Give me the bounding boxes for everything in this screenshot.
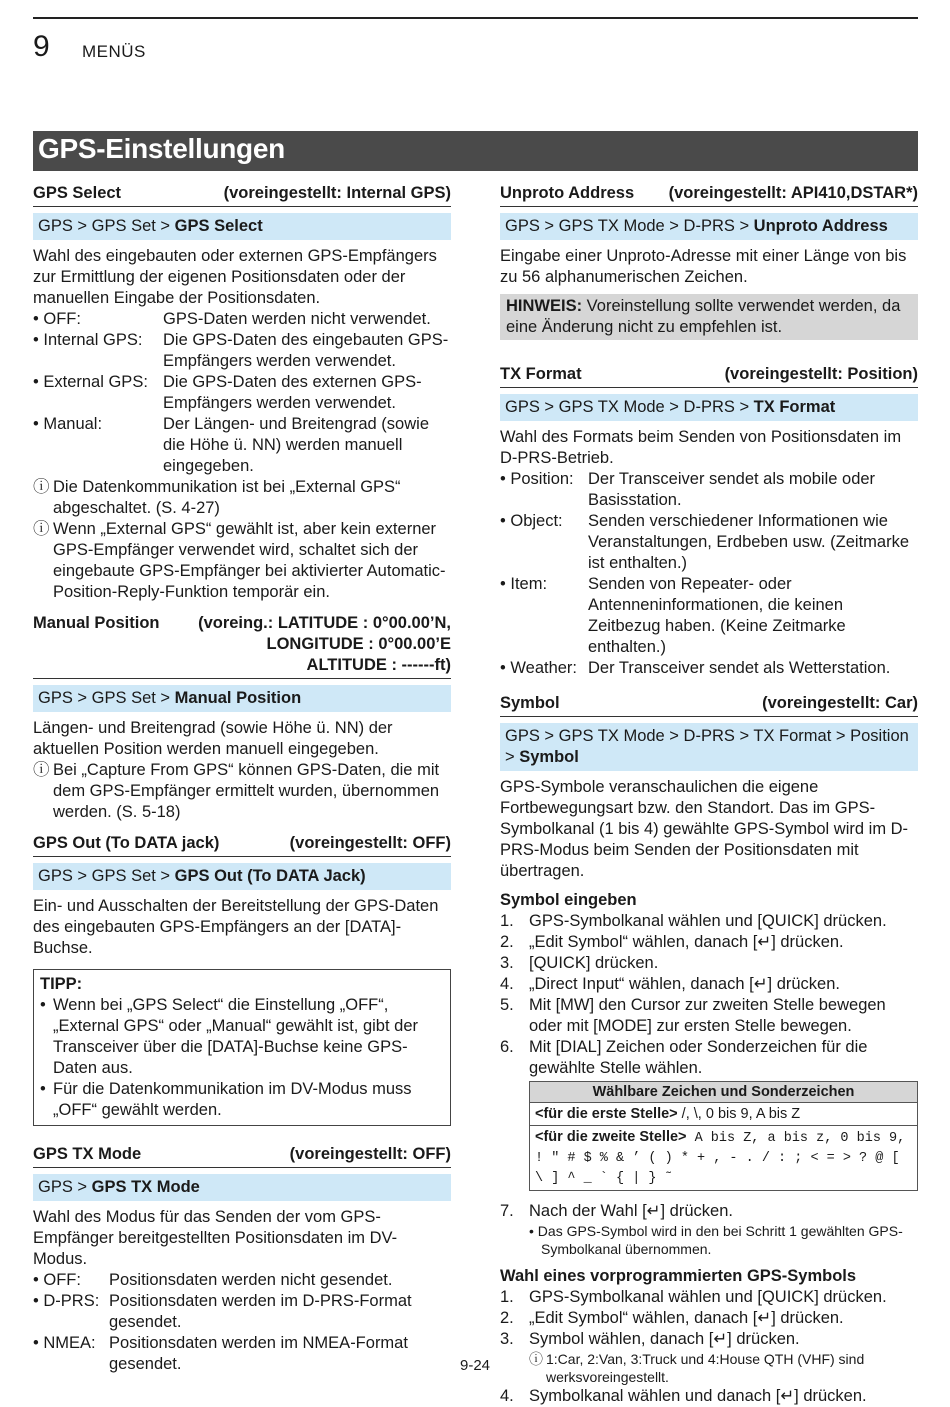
step: [500, 911, 918, 932]
hint-text: Voreinstellung sollte verwendet werden, da eine Änderung nicht zu empfehlen ist.: [506, 297, 901, 336]
step-text: „Direct Input“ wählen, danach [↵] drücken.: [529, 975, 840, 993]
info-icon: ⓘ: [33, 761, 50, 779]
step-text: Nach der Wahl [↵] drücken.: [529, 1202, 733, 1220]
option-desc: Positionsdaten werden im D-PRS-Format gesendet.: [109, 1292, 412, 1331]
info-icon: ⓘ: [529, 1351, 543, 1367]
symbol-enter-steps: [500, 911, 918, 1079]
option-term: • Object:: [500, 512, 563, 530]
gps-select-options: [33, 309, 451, 477]
header-rule: [33, 17, 918, 19]
default-line: ALTITUDE : ------ft): [306, 656, 451, 674]
note: [33, 477, 451, 519]
option-row: [500, 658, 918, 679]
default-line: LONGITUDE : 0°00.00’E: [266, 635, 451, 653]
option-term: • External GPS:: [33, 373, 148, 391]
note-text: Die Datenkommunikation ist bei „External GPS“ abgeschaltet. (S. 4-27): [53, 478, 401, 517]
path-target: GPS Select: [174, 217, 263, 235]
symbol-enter-title: Symbol eingeben: [500, 891, 637, 909]
option-desc: Senden verschiedener Informationen wie Veranstaltungen, Erdbeben usw. (Zeitmarke ist enthalten.): [588, 512, 910, 572]
tx-format-description: Wahl des Formats beim Senden von Positionsdaten im D-PRS-Betrieb.: [500, 428, 902, 467]
symbol-title: Symbol: [500, 694, 560, 712]
tx-format-title: TX Format: [500, 365, 582, 383]
unproto-heading: [500, 183, 918, 207]
option-term: • Weather:: [500, 659, 578, 677]
row-label: <für die zweite Stelle>: [535, 1129, 687, 1145]
section-title: GPS-Einstellungen: [38, 133, 285, 164]
note-text: 1:Car, 2:Van, 3:Truck und 4:House QTH (VHF) sind werksvoreingestellt.: [546, 1351, 865, 1385]
note-text: Bei „Capture From GPS“ können GPS-Daten, die mit dem GPS-Empfänger ermittelt wurden, übernommen werden. (S. 5-18): [53, 761, 440, 821]
step-number: 2.: [500, 1309, 514, 1327]
info-icon: ⓘ: [33, 478, 50, 496]
step: [500, 995, 918, 1037]
path-target: Manual Position: [174, 689, 302, 707]
unproto-title: Unproto Address: [500, 184, 635, 202]
tip-text: Für die Datenkommunikation im DV-Modus muss „OFF“ gewählt werden.: [53, 1080, 412, 1119]
step-number: 2.: [500, 933, 514, 951]
step-number: 7.: [500, 1202, 514, 1220]
option-row: [33, 1291, 451, 1333]
gps-select-heading: [33, 183, 451, 207]
path-prefix: GPS > GPS Set >: [38, 867, 175, 885]
tx-format-default: (voreingestellt: Position): [724, 365, 918, 383]
option-term: • NMEA:: [33, 1334, 96, 1352]
path-prefix: GPS > GPS TX Mode > D-PRS > TX Format > Position >: [505, 727, 909, 766]
characters-table: [529, 1081, 918, 1191]
option-row: [33, 1270, 451, 1291]
step-text: [QUICK] drücken.: [529, 954, 659, 972]
tip-item: • Wenn bei „GPS Select“ die Einstellung „OFF“, „External GPS“ oder „Manual“ gewählt ist, gibt der Transceiver über die [DATA]-Buchse keine GPS-Daten aus.: [40, 995, 444, 1079]
gps-tx-mode-menu-path: [33, 1174, 451, 1201]
tx-format-menu-path: [500, 394, 918, 421]
table-row: [530, 1103, 918, 1126]
option-desc: Der Längen- und Breitengrad (sowie die Höhe ü. NN) werden manuell eingegeben.: [163, 415, 429, 475]
left-column: [33, 183, 451, 1375]
unproto-default: (voreingestellt: API410,DSTAR*): [668, 184, 918, 202]
row-value: /, \, 0 bis 9, A bis Z: [677, 1106, 801, 1122]
gps-out-default: (voreingestellt: OFF): [289, 834, 451, 852]
step-text: GPS-Symbolkanal wählen und [QUICK] drücken.: [529, 1288, 887, 1306]
symbol-menu-path: [500, 723, 918, 771]
option-term: • Manual:: [33, 415, 103, 433]
table-row: [530, 1126, 918, 1191]
manual-position-heading: [33, 613, 451, 679]
step: [500, 1287, 918, 1308]
step-text: „Edit Symbol“ wählen, danach [↵] drücken.: [529, 1309, 844, 1327]
unproto-description: Eingabe einer Unproto-Adresse mit einer Länge von bis zu 56 alphanumerischen Zeichen.: [500, 247, 907, 286]
gps-tx-mode-title: GPS TX Mode: [33, 1145, 142, 1163]
option-term: • OFF:: [33, 1271, 81, 1289]
option-row: [500, 511, 918, 574]
path-target: GPS TX Mode: [91, 1178, 200, 1196]
symbol-default: (voreingestellt: Car): [762, 694, 918, 712]
option-row: [33, 309, 451, 330]
manual-position-menu-path: [33, 685, 451, 712]
step-number: 3.: [500, 1330, 514, 1348]
preset-title: Wahl eines vorprogrammierten GPS-Symbols: [500, 1267, 857, 1285]
gps-tx-mode-default: (voreingestellt: OFF): [289, 1145, 451, 1163]
gps-out-title: GPS Out (To DATA jack): [33, 834, 220, 852]
symbol-step-7: [500, 1201, 918, 1258]
step-number: 5.: [500, 996, 514, 1014]
option-term: • D-PRS:: [33, 1292, 100, 1310]
unproto-menu-path: [500, 213, 918, 240]
option-desc: Die GPS-Daten des externen GPS-Empfängers werden verwendet.: [163, 373, 422, 412]
step-number: 6.: [500, 1038, 514, 1056]
path-target: Symbol: [519, 748, 579, 766]
step: [500, 932, 918, 953]
option-term: • Item:: [500, 575, 548, 593]
option-desc: GPS-Daten werden nicht verwendet.: [163, 310, 431, 328]
manual-position-default: [198, 613, 451, 676]
option-desc: Positionsdaten werden im NMEA-Format gesendet.: [109, 1334, 408, 1373]
path-prefix: GPS > GPS Set >: [38, 689, 175, 707]
symbol-heading: [500, 693, 918, 717]
hint-box: [500, 294, 918, 340]
path-prefix: GPS > GPS TX Mode > D-PRS >: [505, 398, 754, 416]
tx-format-options: [500, 469, 918, 679]
path-target: Unproto Address: [753, 217, 888, 235]
tip-text: Wenn bei „GPS Select“ die Einstellung „OFF“, „External GPS“ oder „Manual“ gewählt ist, gibt der Transceiver über die [DATA]-Buchse keine GPS-Daten aus.: [53, 996, 418, 1077]
table-header: Wählbare Zeichen und Sonderzeichen: [530, 1082, 918, 1103]
gps-select-title: GPS Select: [33, 184, 122, 202]
option-row: [33, 330, 451, 372]
option-desc: Die GPS-Daten des eingebauten GPS-Empfängers werden verwendet.: [163, 331, 449, 370]
info-icon: ⓘ: [33, 520, 50, 538]
path-target: TX Format: [753, 398, 836, 416]
manual-position-description: Längen- und Breitengrad (sowie Höhe ü. NN) der aktuellen Position werden manuell eingegeben.: [33, 719, 393, 758]
tip-item: • Für die Datenkommunikation im DV-Modus muss „OFF“ gewählt werden.: [40, 1079, 444, 1121]
gps-tx-mode-description: Wahl des Modus für das Senden der vom GPS-Empfänger bereitgestellten Positionsdaten im DV-Modus.: [33, 1208, 398, 1268]
option-term: • Position:: [500, 470, 574, 488]
gps-out-heading: [33, 833, 451, 857]
option-desc: Senden von Repeater- oder Antenneninformationen, die keinen Zeitbezug haben. (Keine Zeitmarke enthalten.): [588, 575, 846, 656]
manual-position-title: Manual Position: [33, 614, 160, 632]
step-number: 1.: [500, 912, 514, 930]
option-desc: Positionsdaten werden nicht gesendet.: [109, 1271, 393, 1289]
page-number: 9-24: [459, 1357, 491, 1374]
step-text: Mit [DIAL] Zeichen oder Sonderzeichen für die gewählte Stelle wählen.: [529, 1038, 868, 1077]
gps-tx-mode-heading: [33, 1144, 451, 1168]
path-prefix: GPS > GPS TX Mode > D-PRS >: [505, 217, 754, 235]
step: [500, 974, 918, 995]
step: [500, 1386, 918, 1407]
option-term: • Internal GPS:: [33, 331, 143, 349]
step-text: GPS-Symbolkanal wählen und [QUICK] drücken.: [529, 912, 887, 930]
step-text: Symbolkanal wählen und danach [↵] drücken.: [529, 1387, 867, 1405]
path-prefix: GPS > GPS Set >: [38, 217, 175, 235]
option-row: [500, 574, 918, 658]
step: [500, 1037, 918, 1079]
step-text: Mit [MW] den Cursor zur zweiten Stelle bewegen oder mit [MODE] zur ersten Stelle bewegen.: [529, 996, 886, 1035]
gps-select-description: Wahl des eingebauten oder externen GPS-Empfängers zur Ermittlung der eigenen Positionsdaten oder der manuellen Eingabe der Positionsdaten.: [33, 247, 437, 307]
note: [33, 519, 451, 603]
step-text: „Edit Symbol“ wählen, danach [↵] drücken.: [529, 933, 844, 951]
step: [500, 1308, 918, 1329]
step-number: 3.: [500, 954, 514, 972]
symbol-description: GPS-Symbole veranschaulichen die eigene Fortbewegungsart bzw. den Standort. Das im GPS-Symbolkanal (1 bis 4) gewählte GPS-Symbol wird im D-PRS-Modus beim Senden der Positionsdaten mit übertragen.: [500, 778, 909, 880]
gps-select-default: (voreingestellt: Internal GPS): [223, 184, 451, 202]
path-target: GPS Out (To DATA Jack): [174, 867, 366, 885]
gps-out-menu-path: [33, 863, 451, 890]
chapter-title: MENÜS: [82, 42, 146, 61]
option-row: [33, 372, 451, 414]
preset-steps: [500, 1287, 918, 1407]
tx-format-heading: [500, 364, 918, 388]
step: [500, 1201, 918, 1222]
option-row: [33, 414, 451, 477]
hint-label: HINWEIS:: [506, 297, 583, 315]
option-term: • OFF:: [33, 310, 81, 328]
step-text: Symbol wählen, danach [↵] drücken.: [529, 1330, 800, 1348]
option-desc: Der Transceiver sendet als Wetterstation.: [588, 659, 891, 677]
step-number: 1.: [500, 1288, 514, 1306]
step: [500, 953, 918, 974]
default-line: (voreing.: LATITUDE : 0°00.00’N,: [198, 614, 451, 632]
right-column: [500, 183, 918, 1407]
chapter-number: 9: [33, 30, 50, 63]
row-label: <für die erste Stelle>: [535, 1106, 678, 1122]
row-value: A bis Z, a bis z, 0 bis 9, ! " # $ % & ’ ( ) * + , - . / : ; < = > ? @ [ \ ] ^ _ ` { | } ˜: [535, 1131, 906, 1186]
note: [33, 760, 451, 823]
path-prefix: GPS >: [38, 1178, 92, 1196]
gps-select-menu-path: [33, 213, 451, 240]
step: [500, 1329, 918, 1350]
step-number: 4.: [500, 975, 514, 993]
tip-title: TIPP:: [40, 975, 83, 993]
gps-out-description: Ein- und Ausschalten der Bereitstellung der GPS-Daten des eingebauten GPS-Empfängers an der [DATA]-Buchse.: [33, 897, 439, 957]
step-number: 4.: [500, 1387, 514, 1405]
step-subnote: • Das GPS-Symbol wird in den bei Schritt 1 gewählten GPS-Symbolkanal übernommen.: [529, 1223, 903, 1257]
option-row: [500, 469, 918, 511]
option-desc: Der Transceiver sendet als mobile oder Basisstation.: [588, 470, 876, 509]
section-banner: [33, 131, 918, 171]
note-text: Wenn „External GPS“ gewählt ist, aber kein externer GPS-Empfänger verwendet wird, schaltet sich der eingebaute GPS-Empfänger bei aktivierter Automatic-Position-Reply-Funktion temporär ein.: [53, 520, 446, 601]
tip-box: [33, 969, 451, 1126]
